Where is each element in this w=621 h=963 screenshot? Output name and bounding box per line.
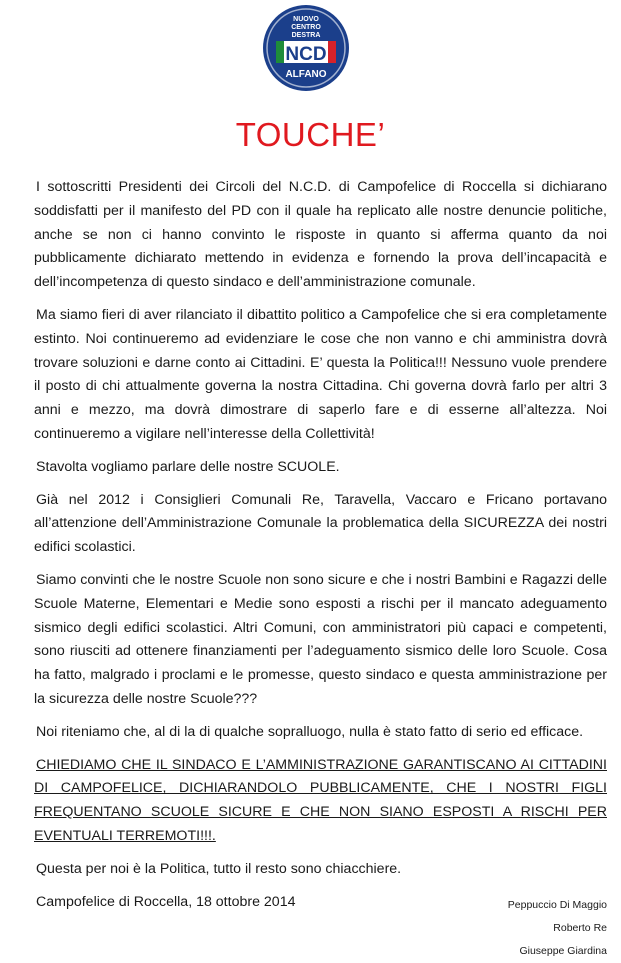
signature-3: Giuseppe Giardina: [519, 945, 607, 957]
logo-line3: DESTRA: [291, 32, 321, 39]
paragraph-closing: Questa per noi è la Politica, tutto il resto sono chiacchiere.: [36, 860, 402, 877]
signature-2: Roberto Re: [553, 922, 607, 934]
logo-line2: CENTRO: [291, 24, 321, 31]
signatures: [508, 894, 607, 963]
signature-1: Peppuccio Di Maggio: [507, 899, 607, 911]
paragraph-demand: CHIEDIAMO CHE IL SINDACO E L’AMMINISTRAZIONE GARANTISCANO AI CITTADINI DI CAMPOFELICE, DICHIARANDOLO PUBBLICAMENTE, CHE I NOSTRI FIGLI FREQUENTANO SCUOLE SICURE E CHE NON SIANO ESPOSTI A RISCHI PER EVENTUALI TERREMOTI!!!.: [34, 756, 607, 844]
paragraph-debate: Ma siamo fieri di aver rilanciato il dibattito politico a Campofelice che si era completamente estinto. Noi continueremo ad evidenziare le cose che non vanno e chi amministra dovrà trovare soluzioni e darne conto ai Cittadini. E’ questa la Politica!!! Nessuno vuole prendere il posto di chi attualmente governa la nostra Cittadina. Chi governa dovrà farlo per altri 3 anni e mezzo, ma dovrà dimostrare di saperlo fare e di esserne all’altezza. Noi continueremo a vigilare nell’interesse della Collettività!: [34, 306, 607, 442]
logo-line1: NUOVO: [293, 16, 319, 23]
ncd-logo: [262, 2, 350, 94]
paragraph-2012: Già nel 2012 i Consiglieri Comunali Re, Taravella, Vaccaro e Fricano portavano all’attenzione dell’Amministrazione Comunale la problematica della SICUREZZA dei nostri edifici scolastici.: [34, 491, 607, 556]
document-title: TOUCHE’: [235, 116, 386, 153]
logo-abbr: NCD: [285, 44, 327, 65]
document-body: [34, 176, 607, 923]
paragraph-nothing-done: Noi riteniamo che, al di la di qualche sopralluogo, nulla è stato fatto di serio ed efficace.: [36, 723, 584, 740]
ncd-logo-icon: [262, 2, 350, 94]
paragraph-safety: Siamo convinti che le nostre Scuole non sono sicure e che i nostri Bambini e Ragazzi delle Scuole Materne, Elementari e Medie sono esposti a rischi per il mancato adeguamento sismico degli edifici scolastici. Altri Comuni, con amministratori più capaci e competenti, sono riusciti ad ottenere finanziamenti per l’adeguamento sismico delle loro Scuole. Cosa ha fatto, malgrado i proclami e le promesse, questo sindaco e questa amministrazione per la sicurezza delle nostre Scuole???: [34, 571, 607, 707]
paragraph-intro: I sottoscritti Presidenti dei Circoli del N.C.D. di Campofelice di Roccella si dichiarano soddisfatti per il manifesto del PD con il quale ha replicato alle nostre denuncie politiche, anche se non ci hanno convinto le risposte in quanto si afferma quanto da noi pubblicamente dichiarato mettendo in evidenza e fornendo la prova dell’incapacità e dell’incompetenza di questo sindaco e dell’amministrazione comunale.: [34, 179, 607, 291]
logo-name: ALFANO: [285, 69, 327, 80]
paragraph-date: Campofelice di Roccella, 18 ottobre 2014: [36, 893, 296, 910]
paragraph-schools: Stavolta vogliamo parlare delle nostre SCUOLE.: [36, 458, 340, 475]
